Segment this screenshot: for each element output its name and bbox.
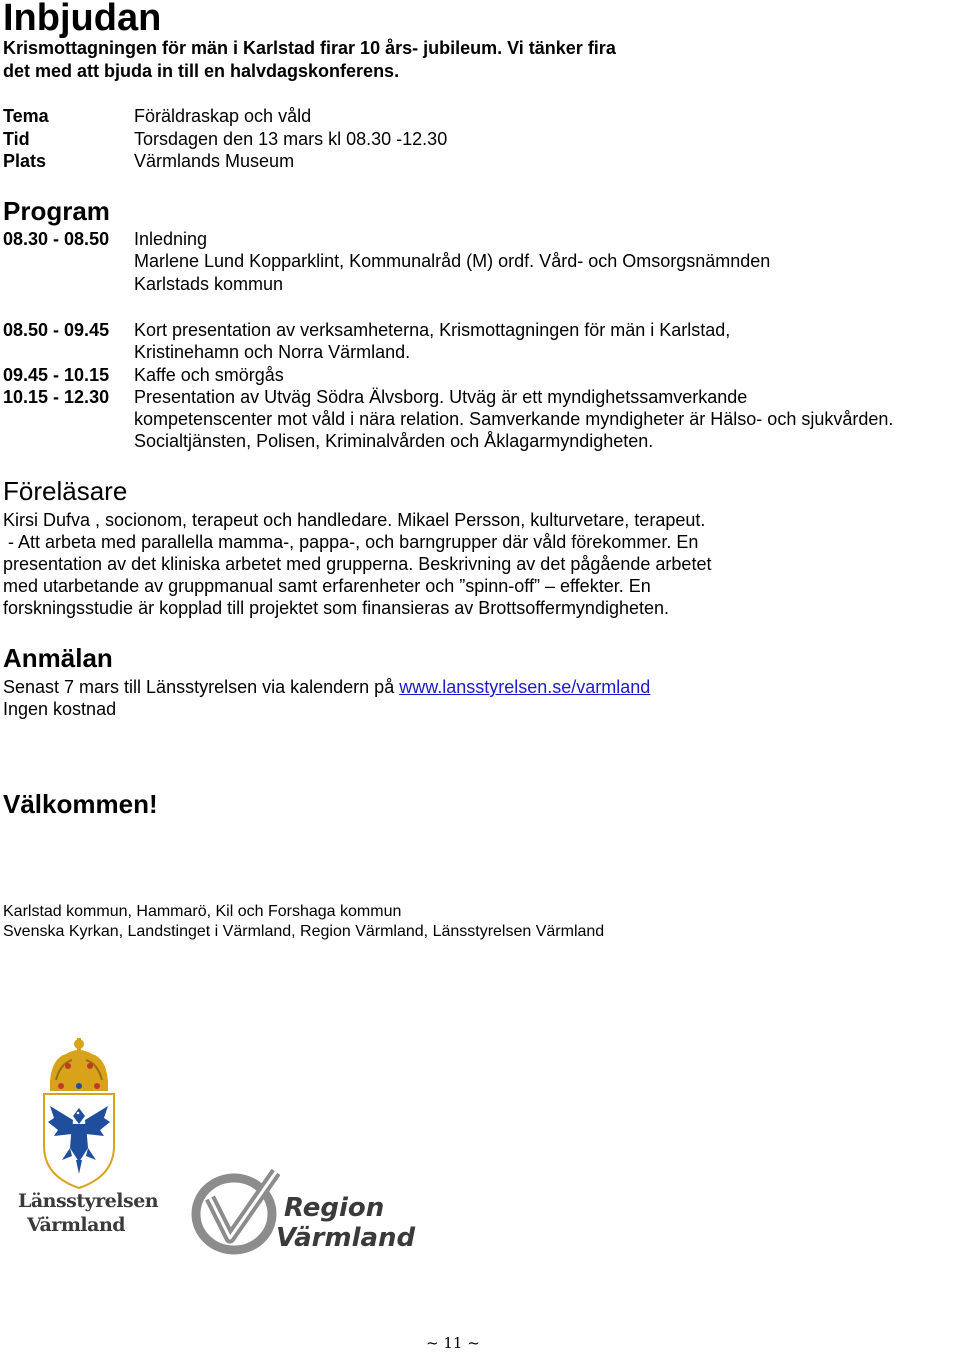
organizers-line-1: Karlstad kommun, Hammarö, Kil och Forshaga kommun [3,903,402,920]
region-name: Region [284,1193,385,1223]
registration-link[interactable]: www.lansstyrelsen.se/varmland [399,677,651,697]
program-time: 08.50 - 09.45 [3,320,110,340]
program-text: Kort presentation av verksamheterna, Krismottagningen för män i Karlstad, [134,320,731,340]
detail-label-tema: Tema [3,106,49,126]
lecturers-heading: Föreläsare [3,476,128,506]
registration-heading: Anmälan [3,643,113,673]
lecturers-line: forskningsstudie är kopplad till projektet som finansieras av Brottsoffermyndigheten. [3,598,670,618]
program-text: Socialtjänsten, Polisen, Kriminalvården och Åklagarmyndigheten. [134,431,654,451]
lansstyrelsen-name: Länsstyrelsen [18,1190,159,1212]
lecturers-line: - Att arbeta med parallella mamma-, pappa-, och barngrupper där våld förekommer. En [3,532,699,552]
program-text: Presentation av Utväg Södra Älvsborg. Utväg är ett myndighetssamverkande [134,387,748,407]
lecturers-line: med utarbetande av gruppmanual samt erfarenheter och ”spinn-off” – effekter. En [3,576,651,596]
registration-line-2: Ingen kostnad [3,699,117,719]
organizers-line-2: Svenska Kyrkan, Landstinget i Värmland, Region Värmland, Länsstyrelsen Värmland [3,923,605,940]
lecturers-line: presentation av det kliniska arbetet med grupperna. Beskrivning av det pågående arbetet [3,554,712,574]
program-time: 10.15 - 12.30 [3,387,110,407]
registration-text: Senast 7 mars till Länsstyrelsen via kalendern på [3,677,400,697]
page-number: ~ 11 ~ [426,1334,480,1352]
program-heading: Program [3,196,110,226]
intro-line-1: Krismottagningen för män i Karlstad firar 10 års- jubileum. Vi tänker fira [3,38,616,58]
program-text: kompetenscenter mot våld i nära relation. Samverkande myndigheter är Hälso- och sjukvården. [134,409,894,429]
program-time: 09.45 - 10.15 [3,365,110,385]
crown-icon [50,1038,108,1091]
detail-label-tid: Tid [3,129,30,149]
program-text: Inledning [134,229,208,249]
lecturers-line: Kirsi Dufva , socionom, terapeut och handledare. Mikael Persson, kulturvetare, terapeut. [3,510,706,530]
region-county: Värmland [276,1223,416,1253]
detail-value-tema: Föräldraskap och våld [134,106,312,126]
page-title: Inbjudan [3,0,162,39]
lansstyrelsen-logo [16,1036,159,1246]
lansstyrelsen-county: Värmland [27,1214,126,1236]
program-text: Kristinehamn och Norra Värmland. [134,342,411,362]
program-text: Kaffe och smörgås [134,365,284,385]
region-varmland-logo [190,1168,416,1258]
detail-label-plats: Plats [3,151,47,171]
welcome-heading: Välkommen! [3,789,158,819]
program-time: 08.30 - 08.50 [3,229,110,249]
detail-value-plats: Värmlands Museum [134,151,295,171]
checkmark-circle-icon [190,1168,280,1256]
intro-line-2: det med att bjuda in till en halvdagskonferens. [3,61,400,81]
program-text: Karlstads kommun [134,274,284,294]
detail-value-tid: Torsdagen den 13 mars kl 08.30 -12.30 [134,129,448,149]
program-text: Marlene Lund Kopparklint, Kommunalråd (M) ordf. Vård- och Omsorgsnämnden [134,251,771,271]
registration-line-1 [3,676,650,699]
